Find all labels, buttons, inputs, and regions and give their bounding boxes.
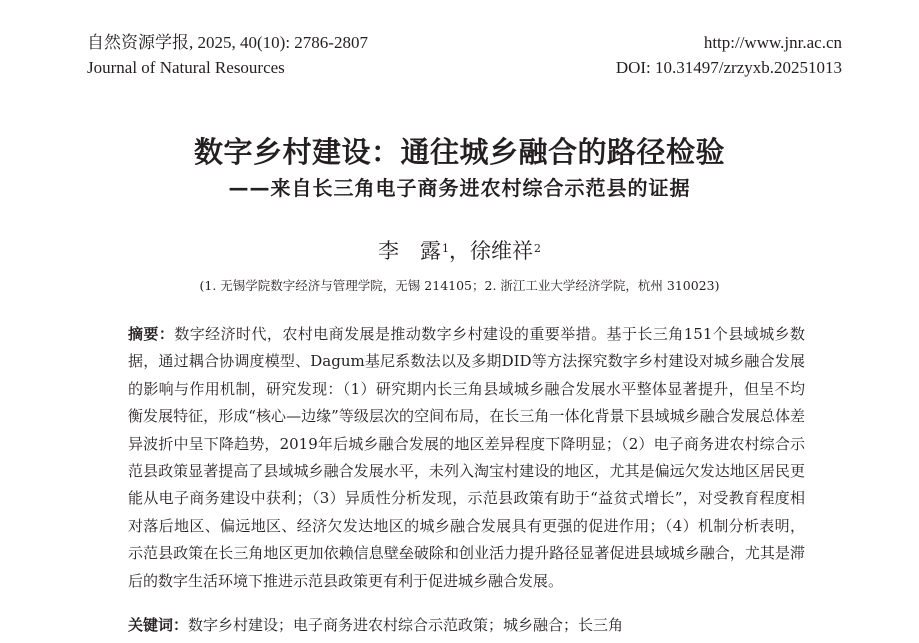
journal-name-en: Journal of Natural Resources — [87, 58, 285, 77]
doi[interactable]: DOI: 10.31497/zrzyxb.20251013 — [615, 58, 842, 77]
abstract-label: 摘要： — [128, 325, 175, 343]
affiliation-marker: 1 — [442, 242, 449, 255]
abstract — [128, 321, 805, 595]
journal-url[interactable]: http://www.jnr.ac.cn — [703, 33, 842, 52]
abstract-text: 数字经济时代，农村电商发展是推动数字乡村建设的重要举措。基于长三角151个县域城乡数据，通过耦合协调度模型、Dagum基尼系数法以及多期DID等方法探究数字乡村建设对城乡融合发展的影响与作用机制，研究发现：（1）研究期内长三角县域城乡融合发展水平整体显著提升，但呈不均衡发展特征，形成“核心—边缘”等级层次的空间布局，在长三角一体化背景下县域城乡融合发展总体差异波折中呈下降趋势，2019年后城乡融合发展的地区差异程度下降明显；（2）电子商务进农村综合示范县政策显著提高了县域城乡融合发展水平，未列入淘宝村建设的地区，尤其是偏远欠发达地区居民更能从电子商务建设中获利；（3）异质性分析发现，示范县政策有助于“益贫式增长”，对受教育程度相对落后地区、偏远地区、经济欠发达地区的城乡融合发展具有更强的促进作用；（4）机制分析表明，示范县政策在长三角地区更加依赖信息壁垒破除和创业活力提升路径显著促进县域城乡融合，尤其是滞后的数字生活环境下推进示范县政策更有利于促进城乡融合发展。 — [128, 325, 805, 590]
author-list — [0, 236, 919, 266]
keywords-label: 关键词： — [128, 616, 189, 634]
paper-title: 数字乡村建设：通往城乡融合的路径检验 — [193, 135, 725, 169]
journal-header — [87, 30, 842, 80]
paper-subtitle: ——来自长三角电子商务进农村综合示范县的证据 — [228, 176, 691, 200]
affiliation-marker: 2 — [534, 242, 541, 255]
author-separator: ， — [449, 239, 470, 263]
keywords — [128, 612, 805, 639]
author-name: 李 露 — [378, 239, 441, 263]
author-name: 徐维祥 — [470, 239, 533, 263]
keywords-text: 数字乡村建设；电子商务进农村综合示范政策；城乡融合；长三角 — [188, 616, 624, 634]
affiliations: (1. 无锡学院数字经济与管理学院，无锡 214105；2. 浙江工业大学经济学院，杭州 310023) — [199, 278, 720, 293]
journal-citation: 自然资源学报, 2025, 40(10): 2786-2807 — [87, 33, 368, 52]
